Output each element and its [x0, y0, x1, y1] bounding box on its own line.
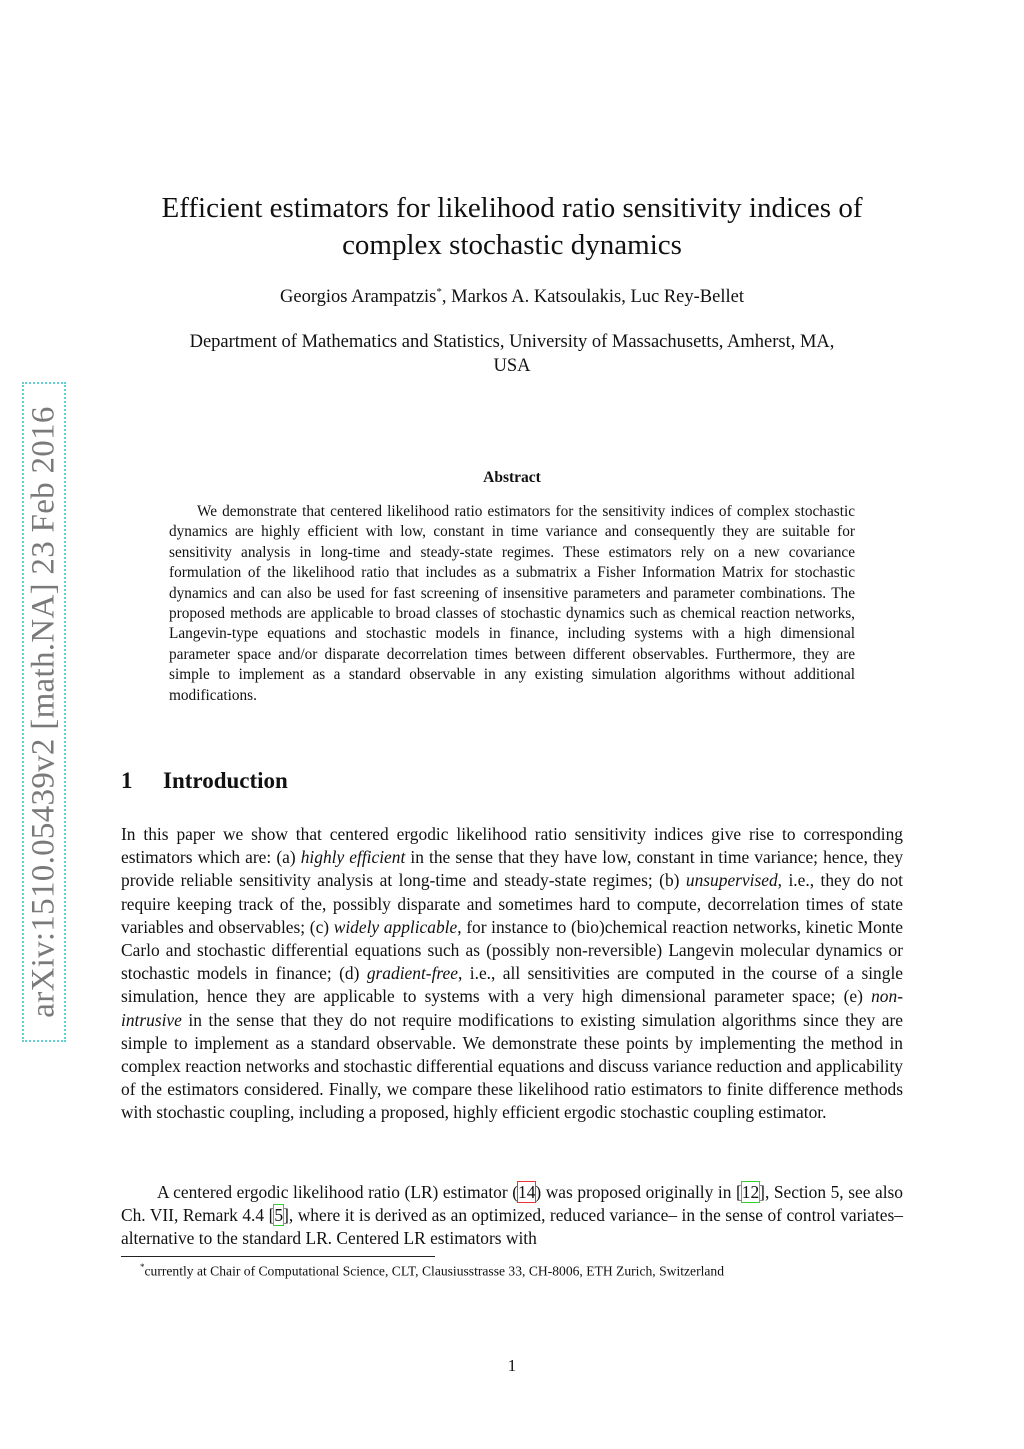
- citation-link[interactable]: 5: [274, 1205, 284, 1226]
- section-number: 1: [121, 768, 133, 793]
- intro-text: ], Section 5, see also Ch. VII, Remark 4.4 [: [121, 1182, 903, 1226]
- title-line-1: Efficient estimators for likelihood ratio sensitivity indices of: [161, 192, 863, 224]
- author-rest: , Markos A. Katsoulakis, Luc Rey-Bellet: [441, 287, 744, 308]
- title-line-2: complex stochastic dynamics: [342, 229, 682, 261]
- footnote-marker: *: [140, 1262, 145, 1272]
- intro-text: , i.e., all sensitivities are computed in the course of a single simulation, hence they are applicable to systems with a very high dimensional parameter space; (e): [121, 963, 904, 1007]
- intro-text: ) was proposed originally in [: [535, 1182, 742, 1202]
- arxiv-stamp[interactable]: arXiv:1510.05439v2 [math.NA] 23 Feb 2016: [25, 406, 62, 1018]
- emphasis: non-intrusive: [121, 986, 903, 1030]
- page-number: 1: [507, 1356, 517, 1375]
- emphasis: unsupervised: [685, 870, 778, 891]
- intro-text: in the sense that they have low, constant in time variance; hence, they provide reliable sensitivity analysis at long-time and steady-state regimes; (b): [121, 847, 904, 891]
- intro-text: , for instance to (bio)chemical reaction networks, kinetic Monte Carlo and stochastic differential equations such as (possibly non-reversible) Langevin molecular dynamics or stochastic models in finance; (d): [121, 916, 904, 984]
- emphasis: highly efficient: [300, 847, 406, 868]
- section-heading: [121, 768, 288, 794]
- equation-link[interactable]: 14: [518, 1182, 536, 1202]
- affiliation: [120, 330, 904, 378]
- paper-title: [120, 190, 904, 264]
- intro-text: In this paper we show that centered ergodic likelihood ratio sensitivity indices give rise to corresponding estimators which are: (a): [121, 824, 903, 868]
- footnote: [140, 1262, 910, 1280]
- footnote-rule: [121, 1256, 435, 1257]
- footnote-mark[interactable]: *: [436, 286, 442, 298]
- affiliation-line-2: USA: [493, 356, 531, 376]
- section-title: Introduction: [163, 768, 288, 793]
- emphasis: widely applicable: [333, 916, 458, 937]
- author-list: [120, 286, 904, 308]
- intro-paragraph-1: [121, 823, 903, 1125]
- citation-link[interactable]: 12: [741, 1182, 760, 1202]
- footnote-text: currently at Chair of Computational Science, CLT, Clausiusstrasse 33, CH-8006, ETH Zurich, Switzerland: [144, 1263, 725, 1279]
- emphasis: gradient-free: [366, 963, 458, 984]
- intro-text: , i.e., they do not require keeping track of the, possibly disparate and sometimes hard to compute, decorrelation times of state variables and observables; (c): [121, 870, 903, 937]
- author-first: Georgios Arampatzis: [280, 287, 437, 308]
- abstract-heading: Abstract: [483, 469, 541, 486]
- abstract-text: We demonstrate that centered likelihood ratio estimators for the sensitivity indices of complex stochastic dynamics are highly efficient with low, constant in time variance and consequently they are suitable for sensitivity analysis in long-time and steady-state regimes. These estimators rely on a new covariance formulation of the likelihood ratio that includes as a submatrix a Fisher Information Matrix for stochastic dynamics and can also be used for fast screening of insensitive parameters and parameter combinations. The proposed methods are applicable to broad classes of stochastic dynamics such as chemical reaction networks, Langevin-type equations and stochastic models in finance, including systems with a high dimensional parameter space and/or disparate decorrelation times between different observables. Furthermore, they are simple to implement as a standard observable in any existing simulation algorithms without additional modifications.: [169, 503, 855, 704]
- intro-text: A centered ergodic likelihood ratio (LR) estimator (: [157, 1182, 518, 1202]
- intro-paragraph-2: [121, 1181, 903, 1251]
- affiliation-line-1: Department of Mathematics and Statistics, University of Massachusetts, Amherst, MA,: [189, 332, 835, 352]
- intro-text: in the sense that they do not require modifications to existing simulation algorithms since they are simple to implement as a standard observable. We demonstrate these points by implementing the method in complex reaction networks and stochastic differential equations and discuss variance reduction and applicability of the estimators considered. Finally, we compare these likelihood ratio estimators to finite difference methods with stochastic coupling, including a proposed, highly efficient ergodic stochastic coupling estimator.: [121, 1009, 903, 1123]
- intro-text: ], where it is derived as an optimized, reduced variance– in the sense of control variates–alternative to the standard LR. Centered LR estimators with: [121, 1205, 903, 1249]
